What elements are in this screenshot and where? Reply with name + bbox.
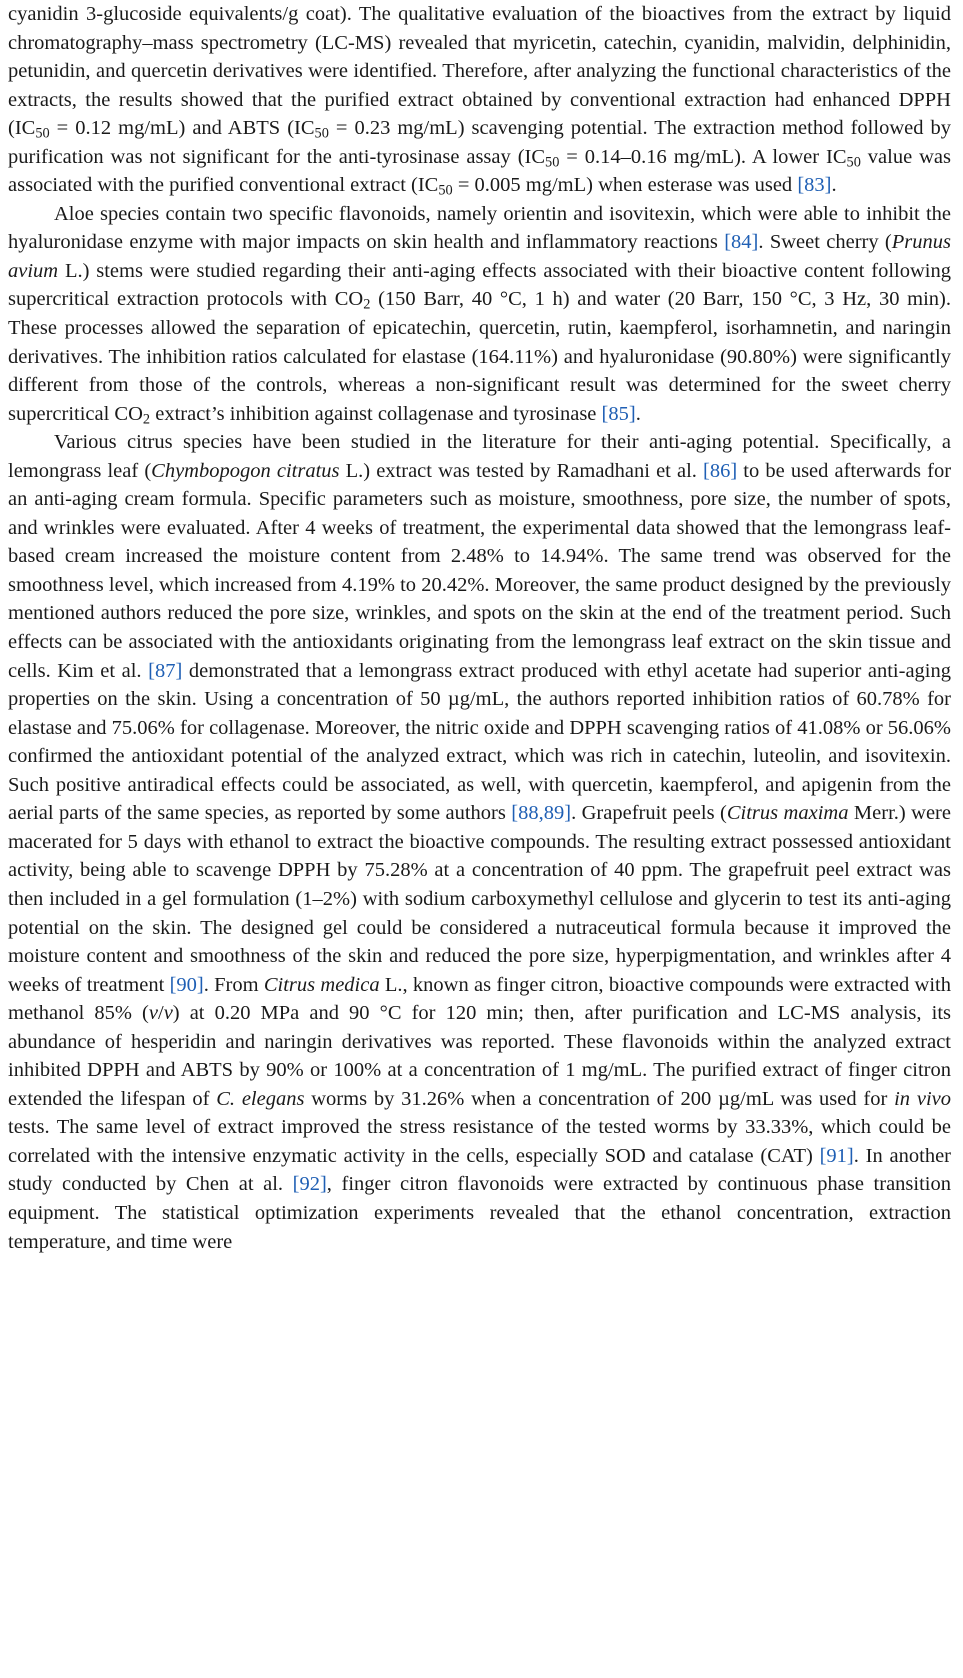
text-run: extract’s inhibition against collagenase and tyrosinase [150,402,602,425]
text-run: / [157,1002,164,1025]
text-run: . In another study conducted by Chen at al. [8,1144,952,1196]
subscript: 50 [35,125,50,142]
text-run: worms by 31.26% when a concentration of 200 µg/mL was used for [304,1087,895,1110]
text-run: . From [203,973,264,996]
citation-link[interactable]: [87] [148,659,183,682]
text-run: to be used afterwards for an anti-aging cream formula. Specific parameters such as moisture, smoothness, pore size, the number of spots, and wrinkles were evaluated. After 4 weeks of treatment, the experimental data showed that the lemongrass leaf-based cream increased the moisture content from 2.48% to 14.94%. The same trend was observed for the smoothness level, which increased from 4.19% to 20.42%. Moreover, the same product designed by the previously mentioned authors reduced the pore size, wrinkles, and spots on the skin at the end of the treatment period. Such effects can be associated with the antioxidants originating from the lemongrass leaf extract on the skin tissue and cells. Kim et al. [8,459,952,682]
italic-term: C. elegans [216,1087,305,1110]
paragraph-1 [8,0,951,200]
text-run: . [635,402,641,425]
text-run: L.) extract was tested by Ramadhani et al. [339,459,704,482]
subscript: 2 [363,297,371,314]
italic-term: Prunus avium [8,231,951,282]
italic-term: Chymbopogon citratus [151,459,340,482]
text-run: value was associated with the purified conventional extract (IC [8,145,952,197]
citation-link[interactable]: [90] [169,973,204,996]
subscript: 50 [545,154,560,171]
text-run: Various citrus species have been studied in the literature for their anti-aging potential. Specifically, a lemongrass leaf ( [8,431,951,482]
text-run: cyanidin 3-glucoside equivalents/g coat). The qualitative evaluation of the bioactives from the extract by liquid chromatography–mass spectrometry (LC-MS) revealed that myricetin, catechin, cyanidin, malvidin, delphinidin, petunidin, and quercetin derivatives were identified. Therefore, after analyzing the functional characteristics of the extracts, the results showed that the purified extract obtained by conventional extraction had enhanced DPPH (IC [8,3,951,140]
text-run: = 0.14–0.16 mg/mL). A lower IC [559,145,847,168]
citation-link[interactable]: [85] [601,402,636,425]
text-run: demonstrated that a lemongrass extract produced with ethyl acetate had superior anti-aging properties on the skin. Using a concentration of 50 µg/mL, the authors reported inhibition ratios of 60.78% for elastase and 75.06% for collagenase. Moreover, the nitric oxide and DPPH scavenging ratios of 41.08% or 56.06% confirmed the antioxidant potential of the analyzed extract, which was rich in catechin, luteolin, and isovitexin. Such positive antiradical effects could be associated, as well, with quercetin, kaempferol, and apigenin from the aerial parts of the same species, as reported by some authors [8,659,951,825]
italic-term: v [163,1002,173,1025]
citation-link[interactable]: [83] [797,174,832,197]
citation-link[interactable]: [86] [703,459,738,482]
text-run: L., known as finger citron, bioactive compounds were extracted with methanol 85% ( [8,973,951,1025]
text-run: . Sweet cherry ( [758,231,892,254]
subscript: 50 [846,154,861,171]
text-run: (150 Barr, 40 °C, 1 h) and water (20 Barr, 150 °C, 3 Hz, 30 min). These processes allowed the separation of epicatechin, quercetin, rutin, kaempferol, isorhamnetin, and naringin derivatives. The inhibition ratios calculated for elastase (164.11%) and hyaluronidase (90.80%) were significantly different from those of the controls, whereas a non-significant result was determined for the sweet cherry supercritical CO [8,288,951,425]
italic-term: Citrus medica [263,973,380,996]
citation-link[interactable]: [91] [819,1144,854,1167]
citation-link[interactable]: [92] [292,1173,327,1196]
citation-link[interactable]: [84] [724,231,759,254]
subscript: 2 [142,411,151,428]
text-run: tests. The same level of extract improved the stress resistance of the tested worms by 33.33%, which could be correlated with the intensive enzymatic activity in the cells, especially SOD and catalase (CAT) [8,1116,951,1167]
text-run: Aloe species contain two specific flavonoids, namely orientin and isovitexin, which were able to inhibit the hyaluronidase enzyme with major impacts on skin health and inflammatory reactions [8,202,951,254]
text-run: , finger citron flavonoids were extracted by continuous phase transition equipment. The statistical optimization experiments revealed that the ethanol concentration, extraction temperature, and time were [8,1173,951,1253]
text-run: . Grapefruit peels ( [571,802,727,825]
text-run: = 0.12 mg/mL) and ABTS (IC [49,117,315,140]
italic-term: in vivo [894,1087,952,1110]
text-run: L.) stems were studied regarding their anti-aging effects associated with their bioactive content following supercritical extraction protocols with CO [8,259,951,311]
text-run: = 0.23 mg/mL) scavenging potential. The extraction method followed by purification was not significant for the anti-tyrosinase assay (IC [8,117,951,168]
text-run: . [831,174,837,197]
text-run: ) at 0.20 MPa and 90 °C for 120 min; then, after purification and LC-MS analysis, its abundance of hesperidin and naringin derivatives was reported. These flavonoids within the analyzed extract inhibited DPPH and ABTS by 90% or 100% at a concentration of 1 mg/mL. The purified extract of finger citron extended the lifespan of [8,1002,951,1110]
subscript: 50 [314,125,329,142]
text-run: Merr.) were macerated for 5 days with ethanol to extract the bioactive compounds. The resulting extract possessed antioxidant activity, being able to scavenge DPPH by 75.28% at a concentration of 40 ppm. The grapefruit peel extract was then included in a gel formulation (1–2%) with sodium carboxymethyl cellulose and glycerin to test its anti-aging potential on the skin. The designed gel could be considered a nutraceutical formula because it improved the moisture content and smoothness of the skin and reduced the pore size, hyperpigmentation, and wrinkles after 4 weeks of treatment [8,802,951,996]
citation-link[interactable]: [88,89] [511,802,572,825]
text-run: = 0.005 mg/mL) when esterase was used [452,174,798,197]
paragraph-2 [8,200,951,428]
paragraph-3 [8,428,951,1256]
italic-term: v [148,1002,158,1025]
subscript: 50 [438,182,453,199]
italic-term: Citrus maxima [726,802,849,825]
